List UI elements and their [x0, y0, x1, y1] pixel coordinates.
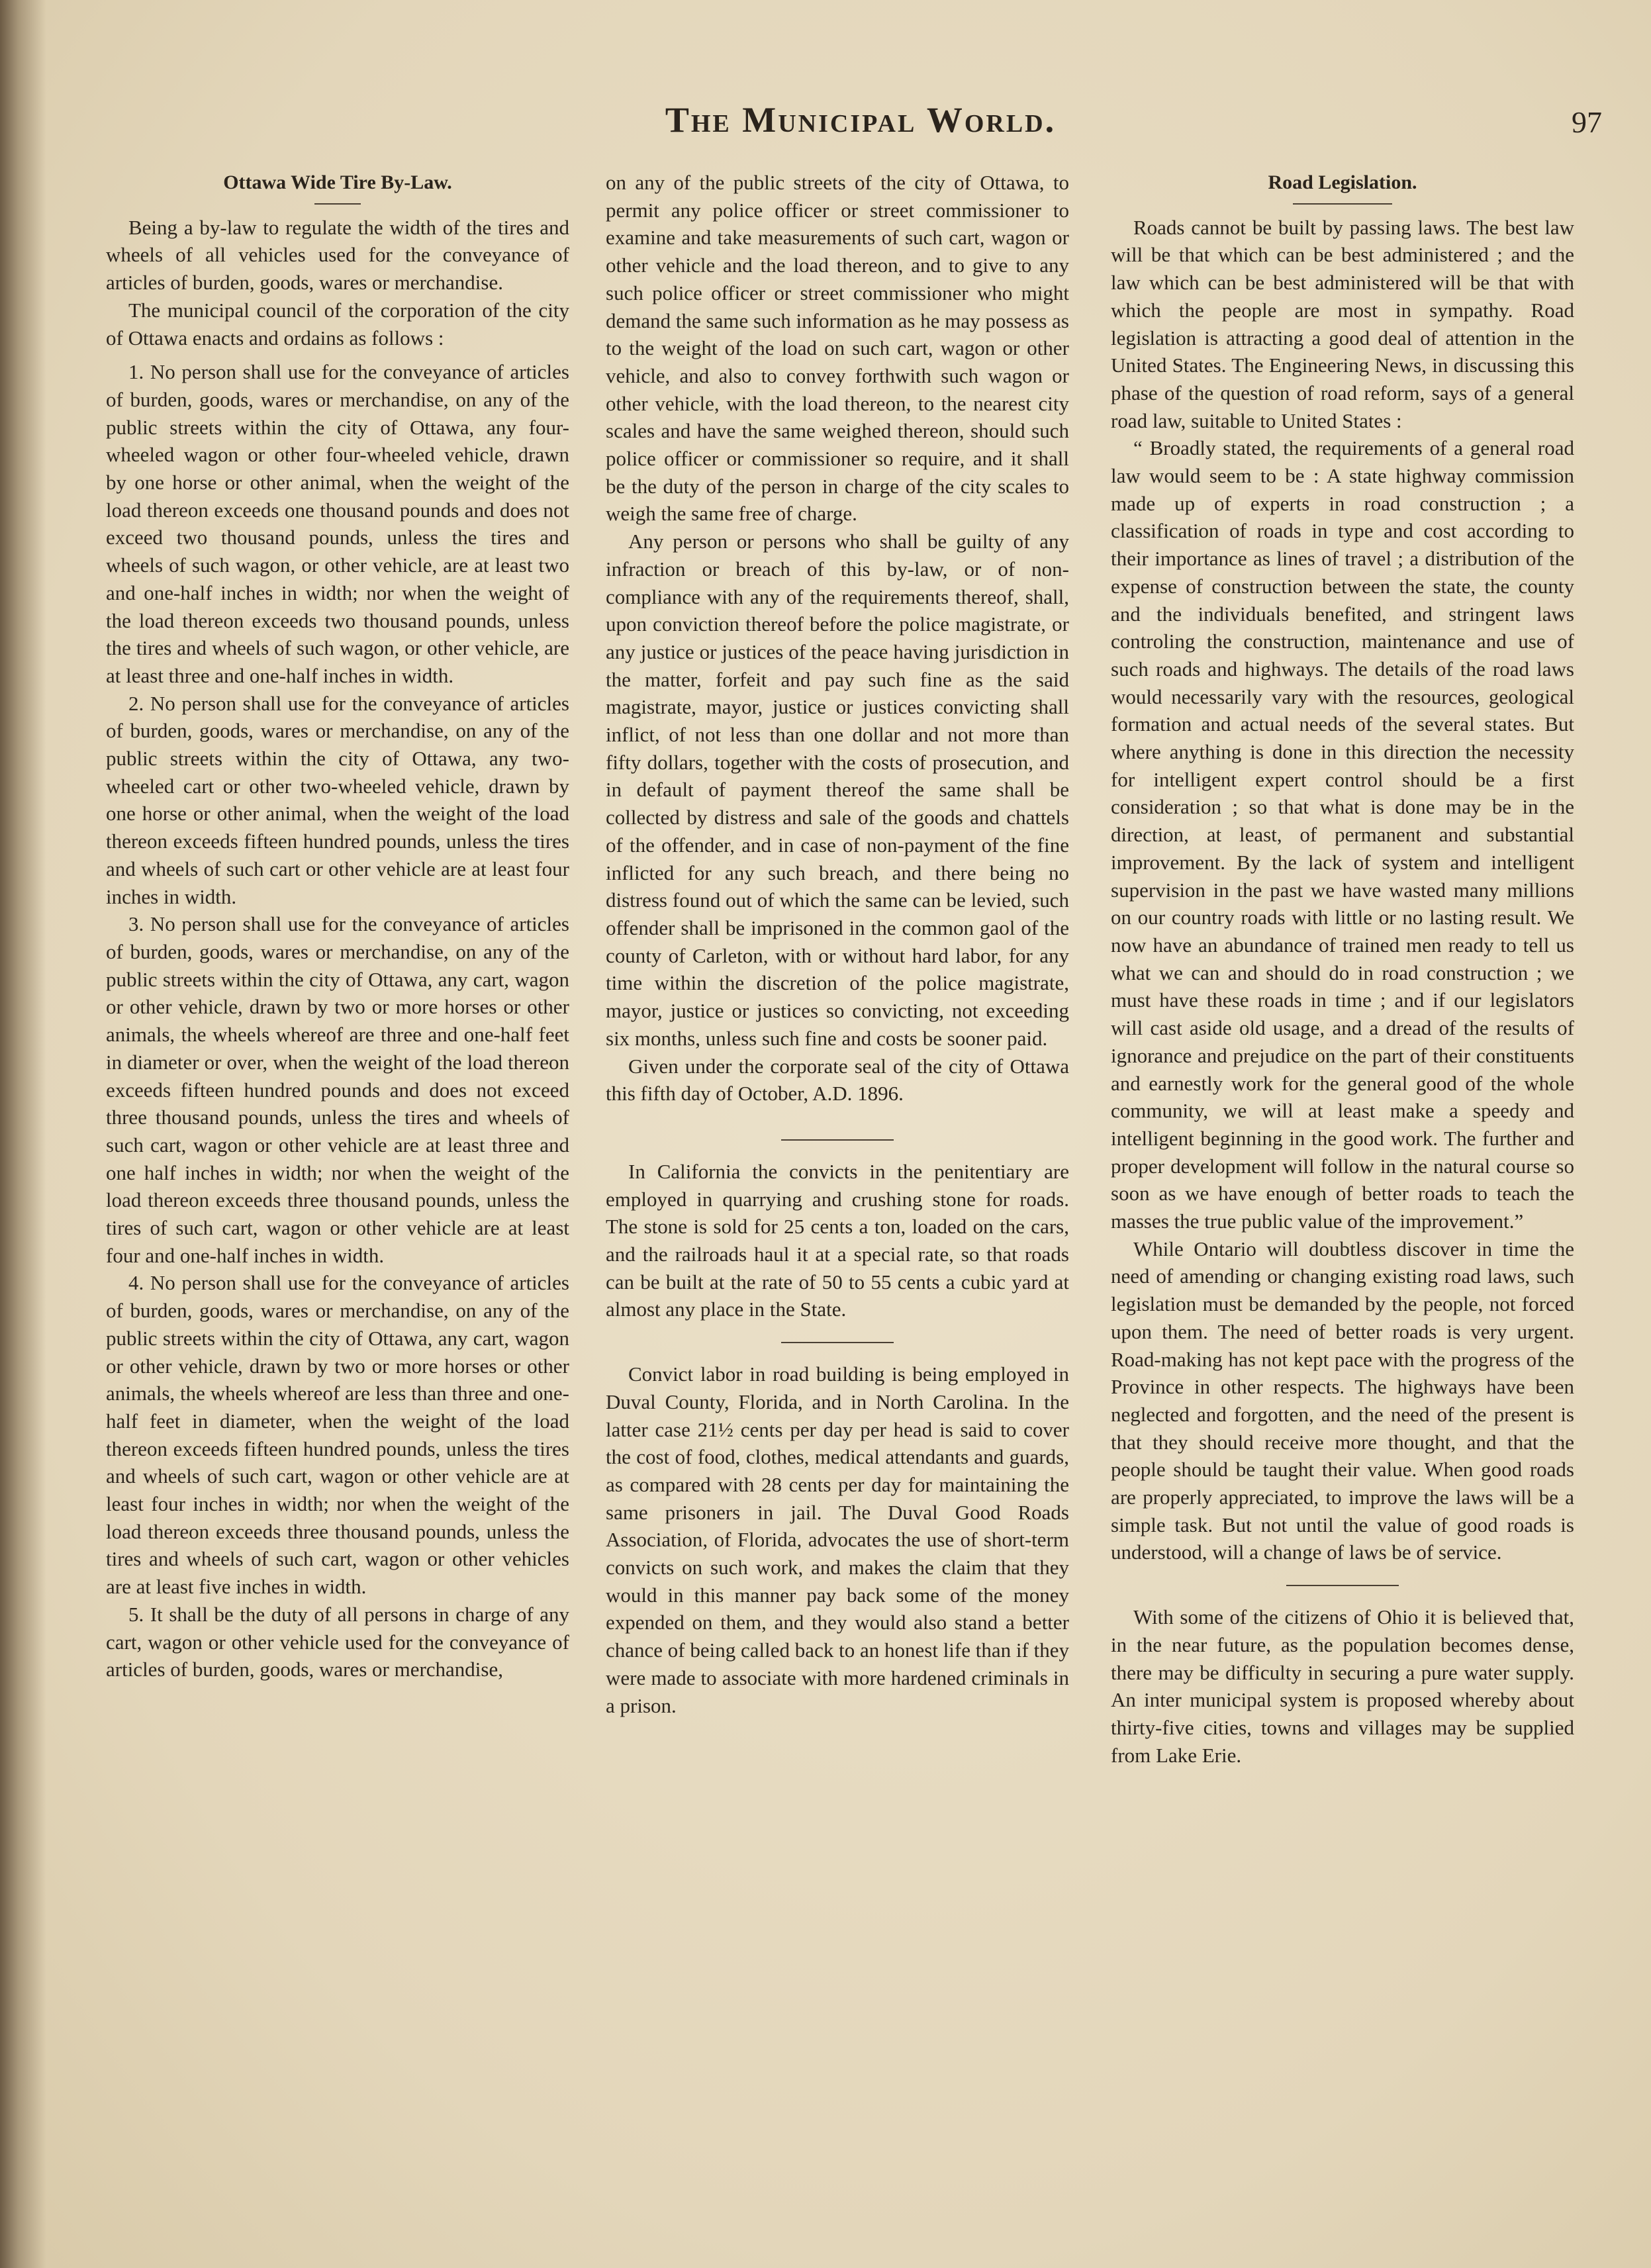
paragraph: Roads cannot be built by passing laws. The best law will be that which can be best administered ; and the law which can be best administered will be that with which the people are most in sympathy. Road legislation is attracting a good deal of attention in the United States. The Engineering News, in discussing this phase of the question of road reform, says of a general road law, suitable to United States : [1111, 215, 1574, 432]
paragraph: 5. It shall be the duty of all persons in charge of any cart, wagon or other vehicle used for the conveyance of articles of burden, goods, wares or merchandise, [106, 1602, 569, 1681]
page-number: 97 [1572, 105, 1602, 139]
column-right [1111, 169, 1574, 1769]
paragraph: While Ontario will doubtless discover in time the need of amending or changing existing road laws, such legislation must be demanded by the people, not forced upon them. The need of better roads is very urgent. Road-making has not kept pace with the progress of the Province in other respects. The highways have been neglected and forgotten, and the need of the present is that they should receive more thought, and that the people should be taught their value. When good roads are properly appreciated, to improve the laws will be a simple task. But not until the value of good roads is understood, will a change of laws be of service. [1111, 1237, 1574, 1564]
paragraph: The municipal council of the corporation of the city of Ottawa enacts and ordains as follows : [106, 298, 569, 350]
article-title-road-legislation: Road Legislation. [1268, 171, 1417, 193]
paragraph: Being a by-law to regulate the width of the tires and wheels of all vehicles used for the conveyance of articles of burden, goods, wares or merchandise. [106, 215, 569, 295]
column-middle [606, 169, 1069, 1719]
book-spine-shadow [0, 0, 46, 2268]
paragraph: 3. No person shall use for the conveyance of articles of burden, goods, wares or merchandise, on any of the public streets within the city of Ottawa, any cart, wagon or other vehicle, drawn by two or more horses or other animals, the wheels whereof are three and one-half feet in diameter or over, when the weight of the load thereon exceeds fifteen hundred pounds and does not exceed three thousand pounds, unless the tires and wheels of such cart, wagon or other vehicle are at least three and one half inches in width; nor when the weight of the load thereon exceeds three thousand pounds, unless the tires of such cart, wagon or other vehicle are at least four and one-half inches in width. [106, 912, 569, 1267]
article-title-ottawa: Ottawa Wide Tire By-Law. [223, 171, 452, 193]
paragraph: 4. No person shall use for the conveyance of articles of burden, goods, wares or merchandise, on any of the public streets within the city of Ottawa, any cart, wagon or other vehicle, drawn by two or more horses or other animals, the wheels whereof are less than three and one-half feet in diameter, when the weight of the load thereon exceeds fifteen hundred pounds, unless the tires and wheels of such cart, wagon or other vehicle are at least four inches in width; nor when the weight of the load thereon exceeds three thousand pounds, unless the tires and wheels of such cart, wagon or other vehicles are at least five inches in width. [106, 1271, 569, 1599]
section-divider [781, 1139, 894, 1141]
convict-labor-paragraph: Convict labor in road building is being employed in Duval County, Florida, and in North Carolina. In the latter case 21½ cents per day per head is said to cover the cost of food, clothes, medical attendants and guards, as compared with 28 cents per day for maintaining the same prisoners in jail. The Duval Good Roads Association, of Florida, advocates the use of short-term convicts on such work, and makes the claim that they would in this manner pay back some of the money expended on them, and they would also stand a better chance of being called back to an honest life than if they were made to associate with more hardened criminals in a prison. [606, 1362, 1069, 1717]
section-divider [1286, 1585, 1399, 1586]
title-rule [1293, 203, 1392, 205]
section-divider [781, 1342, 894, 1343]
running-head: The Municipal World. [665, 100, 1057, 140]
paragraph: Any person or persons who shall be guilty of any infraction or breach of this by-law, or of non-compliance with any of the requirements thereof, shall, upon conviction thereof before the police magistrate, or any justice or justices of the peace having jurisdiction in the matter, forfeit and pay such fine as the said magistrate, mayor, justice or justices convicting shall inflict, of not less than one dollar and not more than fifty dollars, together with the costs of prosecution, and in default of payment thereof the same shall be collected by distress and sale of the goods and chattels of the offender, and in case of non-payment of the fine inflicted for any such breach, and there being no distress found out of which the same can be levied, such offender shall be imprisoned in the common gaol of the county of Carleton, with or without hard labor, for any time within the discretion of the police magistrate, mayor, justice or justices so convicting, not exceeding six months, unless such fine and costs be sooner paid. [606, 530, 1069, 1050]
paragraph: 2. No person shall use for the conveyance of articles of burden, goods, wares or merchandise, on any of the public streets within the city of Ottawa, any two-wheeled cart or other two-wheeled vehicle, drawn by one horse or other animal, when the weight of the load thereon exceeds fifteen hundred pounds, unless the tires and wheels of such cart or other vehicle are at least four inches in width. [106, 691, 569, 908]
paragraph: “ Broadly stated, the requirements of a general road law would seem to be : A state highway commission made up of experts in road construction ; a classification of roads in type and cost according to their importance as lines of travel ; a distribution of the expense of construction between the state, the county and the individuals benefited, and stringent laws controling the construction, maintenance and use of such roads and highways. The details of the road laws would necessarily vary with the resources, geological formation and actual needs of the several states. But where anything is done in this direction the necessity for intelligent expert control should be a first consideration ; so that what is done may be in the direction, at least, of permanent and substantial improvement. By the lack of system and intelligent supervision in the past we have wasted many millions on our country roads with little or no lasting result. We now have an abundance of trained men ready to tell us what we can and should do in road construction ; we must have these roads in time ; and if our legislators will cast aside old usage, and a dread of the results of ignorance and prejudice on the part of their constituents and earnestly work for the general good of the whole community, we will at least make a speedy and intelligent beginning in the good work. The further and proper development will follow in the natural course so soon as we have enough of better roads to teach the masses the true public value of the improvement.” [1111, 436, 1574, 1233]
paragraph: 1. No person shall use for the conveyance of articles of burden, goods, wares or merchandise, on any of the public streets within the city of Ottawa, any four-wheeled wagon or other four-wheeled vehicle, drawn by one horse or other animal, when the weight of the load thereon exceeds one thousand pounds and does not exceed two thousand pounds, unless the tires and wheels of such wagon, or other vehicle, are at least two and one-half inches in width; nor when the weight of the load thereon exceeds two thousand pounds, unless the tires and wheels of such wagon, or other vehicle, are at least three and one-half inches in width. [106, 360, 569, 687]
page-header [0, 99, 1651, 146]
california-paragraph: In California the convicts in the penitentiary are employed in quarrying and crushing stone for roads. The stone is sold for 25 cents a ton, loaded on the cars, and the railroads haul it at a special rate, so that roads can be built at the rate of 50 to 55 cents a cubic yard at almost any place in the State. [606, 1159, 1069, 1321]
ohio-paragraph: With some of the citizens of Ohio it is believed that, in the near future, as the population becomes dense, there may be difficulty in securing a pure water supply. An inter municipal system is proposed whereby about thirty-five cities, towns and villages may be supplied from Lake Erie. [1111, 1605, 1574, 1767]
title-rule [314, 203, 361, 205]
column-left [106, 169, 569, 1683]
paragraph: Given under the corporate seal of the city of Ottawa this fifth day of October, A.D. 1896. [606, 1054, 1069, 1106]
paragraph: on any of the public streets of the city of Ottawa, to permit any police officer or street commissioner to examine and take measurements of such cart, wagon or other vehicle and the load thereon, and to give to any such police officer or street commissioner who might demand the same such information as he may possess as to the weight of the load on such cart, wagon or other vehicle, and also to convey forthwith such wagon or other vehicle, with the load thereon, to the nearest city scales and have the same weighed thereon, should such police officer or commissioner so require, and it shall be the duty of the person in charge of the city scales to weigh the same free of charge. [606, 171, 1069, 526]
